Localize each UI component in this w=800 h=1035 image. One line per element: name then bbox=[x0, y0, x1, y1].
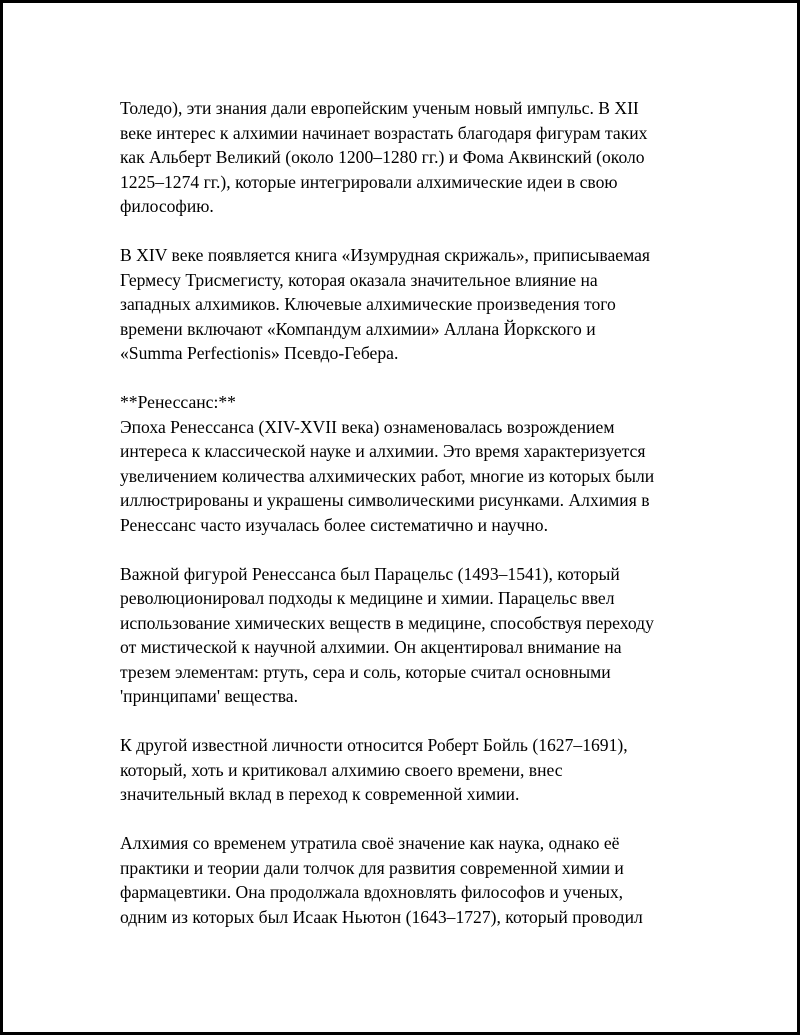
text-line: Алхимия со временем утратила своё значение как наука, однако её bbox=[120, 833, 620, 853]
text-line: практики и теории дали толчок для развития современной химии и bbox=[120, 857, 624, 878]
text-line: Ренессанс часто изучалась более систематично и научно. bbox=[120, 514, 549, 535]
text-line: революционировал подходы к медицине и химии. Парацельс ввел bbox=[120, 588, 615, 608]
text-line: философию. bbox=[120, 196, 214, 216]
text-line: фармацевтики. Она продолжала вдохновлять философов и ученых, bbox=[120, 882, 624, 902]
text-line: одним из которых был Исаак Ньютон (1643–1727), который проводил bbox=[120, 906, 643, 927]
text-line: В XIV веке появляется книга «Изумрудная скрижаль», приписываемая bbox=[120, 245, 651, 265]
paragraph-2 bbox=[120, 243, 700, 366]
section-heading: **Ренессанс:** bbox=[120, 392, 236, 412]
text-line: интереса к классической науке и алхимии. Это время характеризуется bbox=[120, 441, 646, 461]
document-body bbox=[120, 96, 700, 954]
text-line: западных алхимиков. Ключевые алхимические произведения того bbox=[120, 294, 616, 314]
text-line: времени включают «Компандум алхимии» Аллана Йоркского и bbox=[120, 318, 596, 339]
text-line: увеличением количества алхимических работ, многие из которых были bbox=[120, 465, 655, 486]
text-line: Важной фигурой Ренессанса был Парацельс (1493–1541), который bbox=[120, 563, 620, 584]
paragraph-4 bbox=[120, 562, 700, 709]
text-line: 1225–1274 гг.), которые интегрировали алхимические идеи в свою bbox=[120, 171, 618, 192]
text-line: К другой известной личности относится Роберт Бойль (1627–1691), bbox=[120, 735, 628, 755]
text-line: «Summa Perfectionis» Псевдо-Гебера. bbox=[120, 343, 399, 363]
text-line: использование химических веществ в медицине, способствуя переходу bbox=[120, 612, 654, 633]
paragraph-6 bbox=[120, 831, 700, 929]
text-line: Толедо), эти знания дали европейским ученым новый импульс. В XII bbox=[120, 98, 639, 118]
text-line: иллюстрированы и украшены символическими рисунками. Алхимия в bbox=[120, 490, 650, 510]
text-line: от мистической к научной алхимии. Он акцентировал внимание на bbox=[120, 637, 622, 657]
text-line: значительный вклад в переход к современной химии. bbox=[120, 784, 520, 804]
text-line: веке интерес к алхимии начинает возрастать благодаря фигурам таких bbox=[120, 122, 648, 143]
text-line: Эпоха Ренессанса (XIV-XVII века) ознаменовалась возрождением bbox=[120, 416, 615, 437]
paragraph-5 bbox=[120, 733, 700, 807]
text-line: Гермесу Трисмегисту, которая оказала значительное влияние на bbox=[120, 269, 598, 290]
text-line: 'принципами' вещества. bbox=[120, 686, 298, 706]
paragraph-3 bbox=[120, 390, 700, 537]
text-line: который, хоть и критиковал алхимию своего времени, внес bbox=[120, 759, 563, 780]
paragraph-1 bbox=[120, 96, 700, 219]
text-line: как Альберт Великий (около 1200–1280 гг.) и Фома Аквинский (около bbox=[120, 147, 645, 167]
text-line: трезем элементам: ртуть, сера и соль, которые считал основными bbox=[120, 661, 611, 682]
